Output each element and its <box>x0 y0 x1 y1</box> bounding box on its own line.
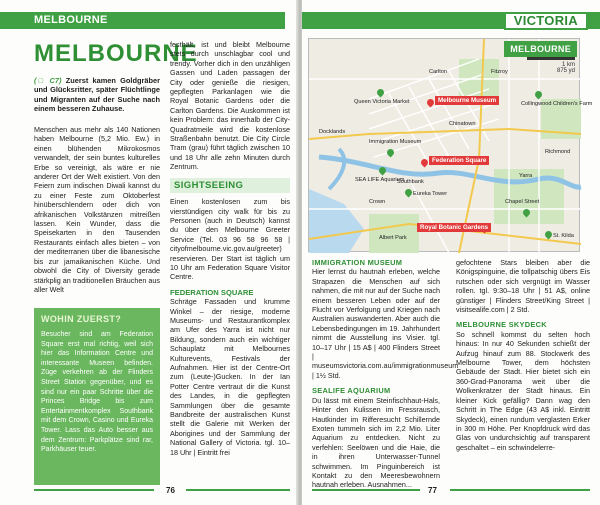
footer-line <box>312 489 420 491</box>
label-richmond: Richmond <box>545 149 571 155</box>
sightseeing-heading: SIGHTSEEING <box>170 178 290 193</box>
label-docklands: Docklands <box>319 129 346 135</box>
scale-yd: 875 yd <box>556 68 575 74</box>
left-column-2 <box>170 40 290 457</box>
label-carlton: Carlton <box>429 69 448 75</box>
immigration-museum-heading: IMMIGRATION MUSEUM <box>312 258 403 267</box>
label-chapel-street: Chapel Street <box>505 199 540 205</box>
label-fitzroy: Fitzroy <box>491 69 508 75</box>
page-number: 76 <box>166 486 175 495</box>
label-immigration-museum: Immigration Museum <box>369 139 422 145</box>
col2-top-text: festhält, ist und bleibt Melbourne stets durch unschlagbar cool und trendy. Vorher dich in den unzähligen Gassen und Laden passagen der City oder genieße die riesigen, gepflegten Parkanlagen wie die Royal Botanic Gardens oder die Carlton Gardens. Die Auskommen ist kein Problem: das innerhalb der City-Quadratmeile wird die kostenlose Straßenbahn benutzt. Die City Circle Tram (grau) führt täglich zwischen 10 und 18 Uhr alle zehn Minuten durch Zentrum. <box>170 40 290 172</box>
footer-line <box>34 489 154 491</box>
label-crown: Crown <box>369 199 386 205</box>
right-column-2 <box>456 258 590 452</box>
river-branch <box>329 149 344 189</box>
intro-text <box>34 76 160 113</box>
box-title: WOHIN ZUERST? <box>41 314 122 324</box>
footer-line <box>450 489 590 491</box>
box-text: Besucher sind am Federation Square erst mal richtig, weil sich hier das Information Centre und interessante Museen befinden. Züge verkehren ab der Flinders Street Station gegenüber, und es sind nur ein paar Schritte über die Princes Bridge bis zum Entertainmentkomplex Southbank mit dem Crown, Casino und Eureka Tower. Lass das Auto besser aus dem Zentrum: Parkplätze sind rar, Parkhäuser teuer. <box>41 331 153 454</box>
page-title: MELBOURNE <box>34 40 198 67</box>
city-map <box>308 38 593 252</box>
label-royal-botanic-gardens: Royal Botanic Gardens <box>417 223 491 232</box>
skydeck-heading: MELBOURNE SKYDECK <box>456 320 547 330</box>
scale-km: 1 km <box>561 62 575 68</box>
left-page <box>0 0 298 505</box>
label-collingwood-farm: Collingwood Children's Farm <box>521 101 593 107</box>
skydeck-text: So schnell kommst du selten hoch hinaus: In nur 40 Sekunden schießt der Aufzug hinauf zum 88. Stockwerk des Melbourne Tower, dem höchsten Gebäude der Stadt. Hier bietet sich ein 360-Grad-Panorama weit über die Wolkenkratzer der Stadt hinaus. Ein kleiner Kick gefällig? Dann wag den Schritt in The Edge (43 A$ inkl. Eintritt Skydeck), einen rundum verglasten Erker in 300 m Höhe. Per Knopfdruck wird das Glas von undurchsichtig auf transparent geschaltet – ein schwindelerre- <box>456 329 590 452</box>
footer-line <box>186 489 290 491</box>
label-st-kilda: St. Kilda <box>553 233 574 239</box>
label-yarra: Yarra <box>519 173 533 179</box>
scale-bar <box>527 57 575 60</box>
label-queen-victoria-market: Queen Victoria Market <box>354 99 410 105</box>
right-column-1 <box>312 258 459 490</box>
right-header <box>302 12 600 29</box>
label-sealife-aquarium: SEA LIFE Aquarium <box>355 177 405 183</box>
federation-square-heading: FEDERATION SQUARE <box>170 287 254 297</box>
map-badge: MELBOURNE <box>504 41 577 57</box>
intro-paragraph: Zuerst kamen Goldgräber und Glücksritter, später Flüchtlinge und Migranten auf der Suche nach einem besseren Zuhause. <box>34 76 160 113</box>
right-page <box>302 0 600 505</box>
left-header: MELBOURNE <box>0 12 285 29</box>
map-scale <box>527 57 575 74</box>
sealife-heading: SEALIFE AQUARIUM <box>312 386 391 396</box>
region-label: VICTORIA <box>504 12 588 30</box>
federation-square-text: Schräge Fassaden und krumme Winkel – der riesige, moderne Museums- und Restaurantkomplex am Ufer des Yarra ist nicht nur Bildung, sondern auch ein wichtiger Schauplatz mit Melbournes Kulturevents, Festivals der Aufnahmen. Hier ist der Centre-Ort zum (Leute-)Gucken. In der Ian Potter Centre vertraut dir die Kunst des Landes, in die gepflegten Sammlungen über die gesamte Bandbreite der australischen Kunst stellt die Galerie mit Werken der Aborigines und der Sammlung der National Gallery of Victoria. tgl. 10–18 Uhr | Eintritt frei <box>170 297 290 457</box>
bay-water <box>309 189 364 253</box>
label-southbank: Southbank <box>397 179 424 185</box>
sealife-continued-text: gefochtene Stars bleiben aber die Königspinguine, die tollpatschig übers Eis rutschen oder sich vergnügt im Wasser rollen. tgl. 9:30–18 Uhr | 51 A$, online günstiger | Flinders Street/King Street | visitsealife.com | 2 Std. <box>456 258 590 315</box>
immigration-museum-text: Hier lernst du hautnah erleben, welche Strapazen die Menschen auf sich nahmen, die mit nur auf der Suche nach einem besseren Leben oder auf der Flucht vor Verfolgung und Kriegen nach Australien auswanderten. Aber auch die Lebensbedingungen im 19. Jahrhundert nimmt die Ausstellung ins Visier. tgl. 10–17 Uhr | 15 A$ | 400 Flinders Street | museumsvictoria.com.au/immigrationmuseum | 1½ Std. <box>312 267 459 380</box>
label-melbourne-museum: Melbourne Museum <box>435 96 499 105</box>
label-eureka-tower: Eureka Tower <box>413 191 448 197</box>
wohin-zuerst-box <box>34 308 160 485</box>
intro-body: Menschen aus mehr als 140 Nationen haben Melbourne (5,2 Mio. Ew.) in einen blühenden Mikrokosmos verwandelt, der sein buntes kulturelles Erbe so vereinigt, als wäre er nie anderer Ort der Welt existiert. Von den Feiern zum indischen Diwali kannst du zu einer Feste zum Oktoberfest hinüberschlendern oder dich von afrikanischen Volkstänzen mitreißen lassen. Kein Wunder, dass die Speisekarten in den Tausenden Restaurants einfach alles bieten – von der mediterranen über die libanesische bis zur jamaikanischen Küche. Und obwohl die City of Diversity gerade stärkplig an traditionellen Bräuchen aus aller Welt <box>34 125 160 294</box>
label-albert-park: Albert Park <box>379 235 407 241</box>
sightseeing-text: Einen kostenlosen zum bis vierstündigen city walk für bis zu Personen (auch in Deutsch) kannst du über den Melbourne Greeter Service (Tel. 03 96 58 96 58 | cityofmelbourne.vic.gov.au/greeter) reservieren. Der Start ist täglich um 10 Uhr am Federation Square Visitor Centre. <box>170 197 290 282</box>
label-federation-square: Federation Square <box>429 156 489 165</box>
page-number: 77 <box>428 486 437 495</box>
label-chinatown: Chinatown <box>449 121 476 127</box>
park-area <box>369 214 419 253</box>
map-reference: (□ C7) <box>34 76 62 85</box>
sealife-text: Du lässt mit einem Steinfischhaut-Hals, Hinter den Kulissen im Fressrausch, Hautkinder im Rifferesucht Schillernde Exoten tummeln sich im 2,2 Mio. Liter Aquarium zu entdecken. Nicht zu verfehlen: Seelöwen und die Haie, die in ihren Unterwasser-Tunnel schwimmen. Im Pinguinbereich ist Kontakt zu den Meeresbewohnern hautnah erleben. Ausnahmen... <box>312 395 440 490</box>
